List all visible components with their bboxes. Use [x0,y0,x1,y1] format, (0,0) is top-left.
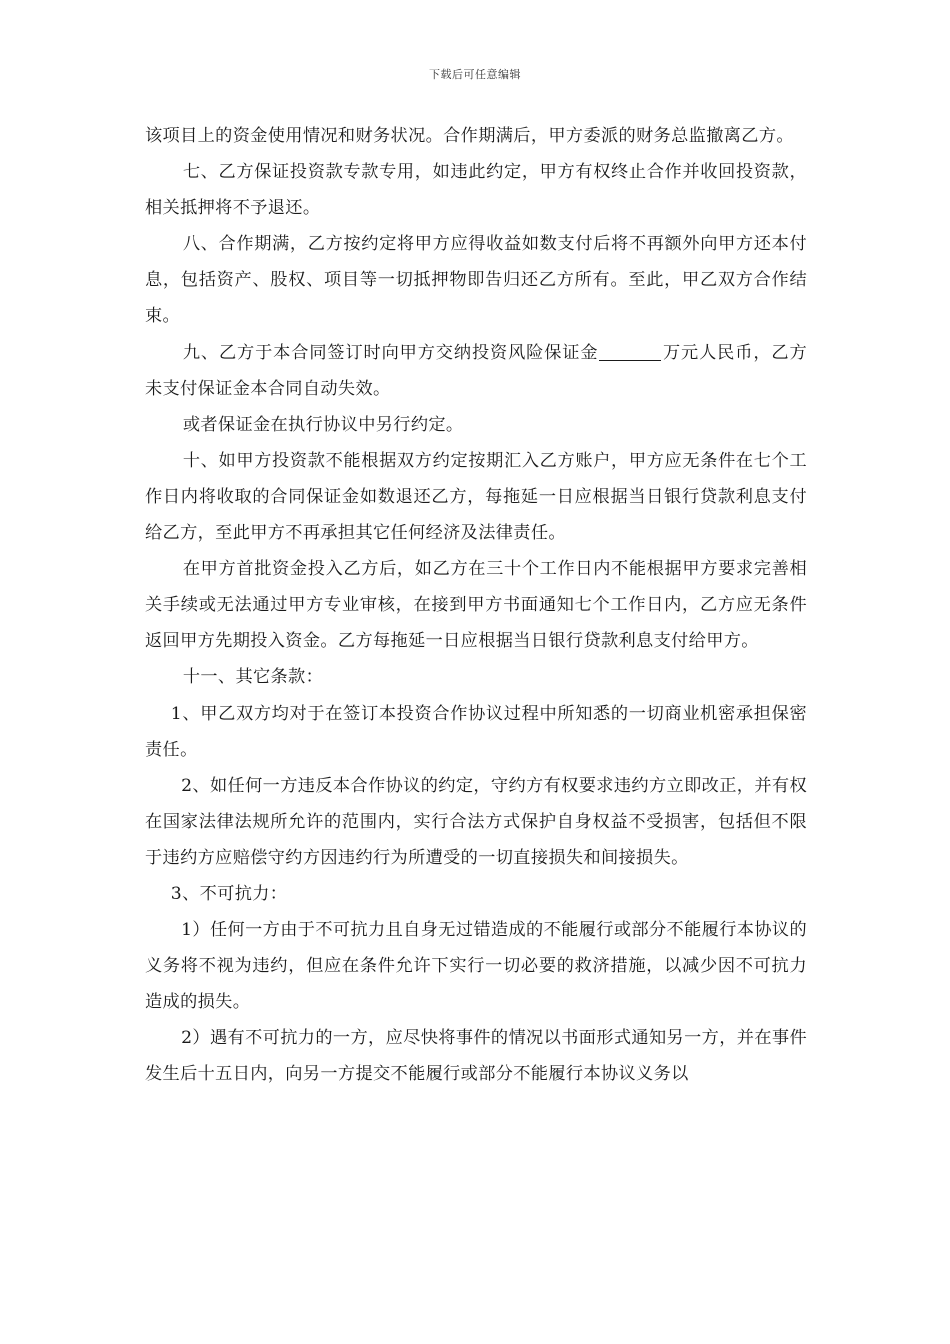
clause-9-text-after: 万元人民币，乙方未支付保证金本合同自动失效。 [145,342,807,399]
deposit-amount-blank [599,340,661,361]
force-majeure-item-2: 2）遇有不可抗力的一方，应尽快将事件的情况以书面形式通知另一方，并在事件发生后十五日内，向另一方提交不能履行或部分不能履行本协议义务以 [145,1028,807,1085]
clause-10: 十、如甲方投资款不能根据双方约定按期汇入乙方账户，甲方应无条件在七个工作日内将收取的合同保证金如数退还乙方，每拖延一日应根据当日银行贷款利息支付给乙方，至此甲方不再承担其它任何经济及法律责任。 [145,450,807,544]
clause-9 [145,335,807,407]
clause-11-heading: 十一、其它条款： [182,667,324,688]
clause-11-item-1: 1、甲乙双方均对于在签订本投资合作协议过程中所知悉的一切商业机密承担保密责任。 [145,703,807,760]
clause-10-supplement: 在甲方首批资金投入乙方后，如乙方在三十个工作日内不能根据甲方要求完善相关手续或无法通过甲方专业审核，在接到甲方书面通知七个工作日内，乙方应无条件返回甲方先期投入资金。乙方每拖延一日应根据当日银行贷款利息支付给甲方。 [145,559,807,652]
clause-11-item-3: 3、不可抗力： [170,883,288,904]
clause-9-text-before: 九、乙方于本合同签订时向甲方交纳投资风险保证金 [182,342,599,363]
clause-11-item-2: 2、如任何一方违反本合作协议的约定，守约方有权要求违约方立即改正，并有权在国家法律法规所允许的范围内，实行合法方式保护自身权益不受损害，包括但不限于违约方应赔偿守约方因违约行为所遭受的一切直接损失和间接损失。 [145,775,807,868]
document-body [145,118,807,1093]
clause-9-note: 或者保证金在执行协议中另行约定。 [182,414,464,435]
clause-7: 七、乙方保证投资款专款专用，如违此约定，甲方有权终止合作并收回投资款，相关抵押将不予退还。 [145,162,807,219]
clause-8: 八、合作期满，乙方按约定将甲方应得收益如数支付后将不再额外向甲方还本付息，包括资产、股权、项目等一切抵押物即告归还乙方所有。至此，甲乙双方合作结束。 [145,234,807,327]
paragraph-finance-oversight: 该项目上的资金使用情况和财务状况。合作期满后，甲方委派的财务总监撤离乙方。 [145,126,794,146]
force-majeure-item-1: 1）任何一方由于不可抗力且自身无过错造成的不能履行或部分不能履行本协议的义务将不视为违约，但应在条件允许下实行一切必要的救济措施，以减少因不可抗力造成的损失。 [145,920,807,1013]
page-header-note: 下载后可任意编辑 [429,68,521,81]
